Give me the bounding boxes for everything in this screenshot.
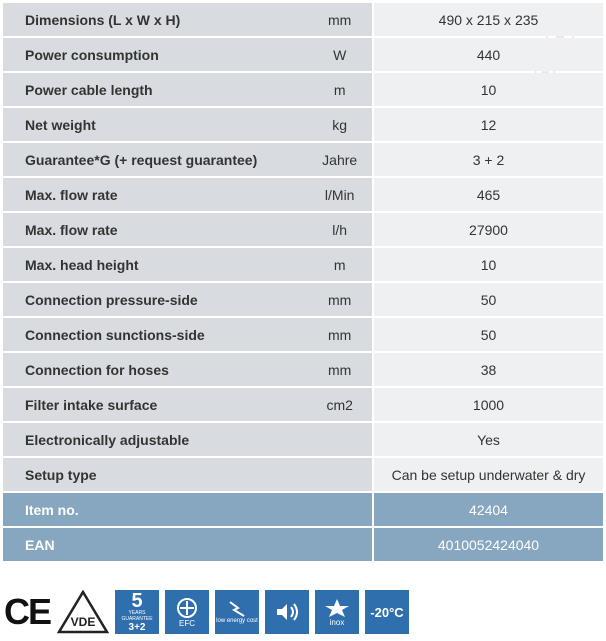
- low-energy-icon: [215, 590, 259, 634]
- spec-value: 1000: [374, 388, 603, 421]
- ean-row: [3, 528, 603, 561]
- spec-value: 27900: [374, 213, 603, 246]
- spec-label: Connection for hoses: [25, 361, 169, 378]
- spec-row: [3, 283, 603, 316]
- spec-unit: mm: [328, 11, 352, 28]
- spec-unit: mm: [328, 361, 352, 378]
- spec-unit: cm2: [326, 396, 353, 413]
- spec-label: Max. flow rate: [25, 186, 118, 203]
- spec-label: Connection sunctions-side: [25, 326, 205, 343]
- spec-table: [3, 3, 603, 563]
- spec-row: [3, 3, 603, 36]
- guarantee-badge-icon: [115, 590, 159, 634]
- frost-resistant-icon: [365, 590, 409, 634]
- inox-icon: [315, 590, 359, 634]
- spec-unit: m: [333, 81, 346, 98]
- spec-value: 440: [374, 38, 603, 71]
- sound-icon: [265, 590, 309, 634]
- spec-row: [3, 143, 603, 176]
- spec-label: Guarantee*G (+ request guarantee): [25, 151, 258, 168]
- spec-label: Setup type: [25, 466, 97, 483]
- spec-value: 490 x 215 x 235: [374, 3, 603, 36]
- spec-value: 50: [374, 318, 603, 351]
- inox-label: inox: [329, 617, 345, 627]
- low-energy-label: low energy cost: [216, 618, 258, 624]
- spec-unit: m: [333, 256, 346, 273]
- spec-row: [3, 423, 603, 456]
- spec-unit: mm: [328, 326, 352, 343]
- guarantee-word: YEARS GUARANTEE: [121, 609, 153, 622]
- vde-text: VDE: [70, 615, 96, 629]
- guarantee-years: 5: [131, 589, 143, 612]
- efc-icon: [165, 590, 209, 634]
- vde-mark-icon: [57, 590, 109, 634]
- item-number-row: [3, 493, 603, 526]
- spec-value: 3 + 2: [374, 143, 603, 176]
- item-number-value: 42404: [374, 493, 603, 526]
- spec-row: [3, 73, 603, 106]
- spec-row: [3, 353, 603, 386]
- spec-row: [3, 178, 603, 211]
- spec-unit: mm: [328, 291, 352, 308]
- ean-label: EAN: [25, 536, 55, 553]
- spec-row: [3, 318, 603, 351]
- spec-value: Yes: [374, 423, 603, 456]
- temperature-label: -20°C: [370, 604, 404, 620]
- spec-row: [3, 458, 603, 491]
- spec-unit: W: [333, 46, 347, 63]
- spec-row: [3, 213, 603, 246]
- spec-unit: Jahre: [322, 151, 358, 168]
- spec-label: Power cable length: [25, 81, 153, 98]
- item-number-label: Item no.: [25, 501, 79, 518]
- spec-label: Max. flow rate: [25, 221, 118, 238]
- spec-label: Power consumption: [25, 46, 159, 63]
- spec-value: 10: [374, 248, 603, 281]
- spec-row: [3, 38, 603, 71]
- spec-unit: l/h: [332, 221, 348, 238]
- spec-row: [3, 388, 603, 421]
- spec-label: Dimensions (L x W x H): [25, 11, 181, 28]
- guarantee-sub: 3+2: [128, 621, 146, 633]
- spec-value: 10: [374, 73, 603, 106]
- spec-label: Net weight: [25, 116, 96, 133]
- efc-label: EFC: [179, 618, 195, 628]
- spec-row: [3, 108, 603, 141]
- spec-value: 38: [374, 353, 603, 386]
- ean-value: 4010052424040: [374, 528, 603, 561]
- spec-value: 465: [374, 178, 603, 211]
- spec-value: Can be setup underwater & dry: [374, 458, 603, 491]
- ce-mark-icon: CE: [3, 591, 50, 632]
- spec-unit: l/Min: [324, 186, 355, 203]
- spec-label: Connection pressure-side: [25, 291, 198, 308]
- certification-logos: [3, 588, 415, 636]
- spec-value: 50: [374, 283, 603, 316]
- spec-label: Electronically adjustable: [25, 431, 190, 448]
- spec-row: [3, 248, 603, 281]
- spec-label: Filter intake surface: [25, 396, 158, 413]
- spec-value: 12: [374, 108, 603, 141]
- spec-label: Max. head height: [25, 256, 139, 273]
- spec-unit: kg: [332, 116, 348, 133]
